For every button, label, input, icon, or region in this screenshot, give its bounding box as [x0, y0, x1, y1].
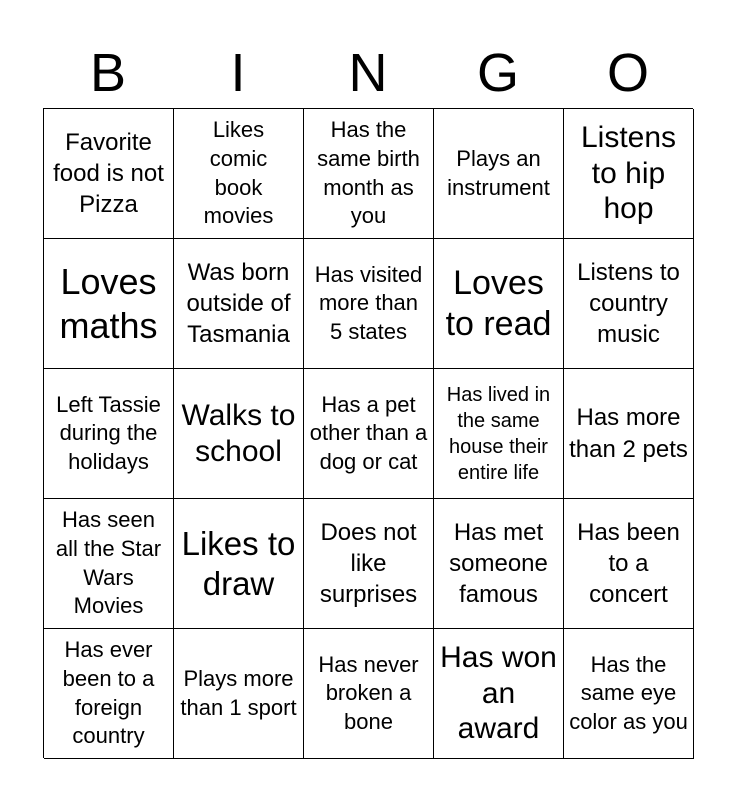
bingo-cell[interactable] — [564, 239, 694, 369]
bingo-cell[interactable] — [434, 499, 564, 629]
cell-text: Has visited more than 5 states — [314, 261, 423, 344]
bingo-cell[interactable] — [44, 499, 174, 629]
bingo-cell[interactable] — [44, 109, 174, 239]
cell-text: Loves to read — [445, 263, 552, 343]
header-letter-g: G — [476, 43, 519, 103]
bingo-cell[interactable] — [44, 369, 174, 499]
cell-text: Listens to country music — [577, 258, 680, 349]
bingo-cell[interactable] — [564, 629, 694, 759]
cell-text: Has the same birth month as you — [317, 117, 420, 229]
bingo-cell[interactable] — [304, 109, 434, 239]
cell-text: Plays more than 1 sport — [180, 665, 297, 720]
bingo-cell[interactable] — [174, 239, 304, 369]
bingo-cell[interactable] — [174, 109, 304, 239]
cell-text: Favorite food is not Pizza — [53, 128, 164, 219]
cell-text: Listens to hip hop — [580, 121, 677, 226]
cell-text: Has met someone famous — [449, 518, 548, 609]
bingo-cell[interactable] — [174, 369, 304, 499]
bingo-cell[interactable] — [564, 369, 694, 499]
header-letter-n: N — [348, 43, 388, 103]
cell-text: Has lived in the same house their entire life — [446, 383, 551, 484]
bingo-cell[interactable] — [304, 239, 434, 369]
cell-text: Left Tassie during the holidays — [56, 391, 161, 474]
cell-text: Likes to draw — [181, 524, 296, 602]
bingo-cell[interactable] — [174, 499, 304, 629]
header-letter-i: I — [230, 43, 246, 103]
bingo-cell[interactable] — [434, 629, 564, 759]
cell-text: Plays an instrument — [447, 145, 550, 200]
cell-text: Has seen all the Star Wars Movies — [55, 507, 162, 619]
header-letter-b: B — [89, 43, 127, 103]
bingo-cell[interactable] — [304, 629, 434, 759]
bingo-cell[interactable] — [44, 239, 174, 369]
bingo-header — [43, 38, 693, 108]
cell-text: Loves maths — [59, 261, 158, 346]
cell-text: Walks to school — [181, 399, 296, 468]
cell-text: Was born outside of Tasmania — [186, 258, 291, 349]
cell-text: Has the same eye color as you — [569, 651, 688, 734]
cell-text: Does not like surprises — [319, 518, 418, 609]
bingo-cell[interactable] — [434, 109, 564, 239]
cell-text: Likes comic book movies — [203, 117, 274, 229]
bingo-cell[interactable] — [434, 369, 564, 499]
cell-text: Has won an award — [440, 641, 557, 746]
bingo-cell[interactable] — [564, 109, 694, 239]
cell-text: Has more than 2 pets — [569, 404, 688, 463]
cell-text: Has been to a concert — [577, 518, 680, 609]
bingo-cell[interactable] — [434, 239, 564, 369]
cell-text: Has ever been to a foreign country — [62, 637, 155, 749]
header-letter-o: O — [606, 43, 649, 103]
cell-text: Has a pet other than a dog or cat — [309, 391, 428, 474]
bingo-cell[interactable] — [304, 369, 434, 499]
bingo-cell[interactable] — [304, 499, 434, 629]
cell-text: Has never broken a bone — [318, 651, 419, 734]
bingo-cell[interactable] — [564, 499, 694, 629]
bingo-grid — [43, 108, 693, 758]
bingo-cell[interactable] — [44, 629, 174, 759]
bingo-cell[interactable] — [174, 629, 304, 759]
